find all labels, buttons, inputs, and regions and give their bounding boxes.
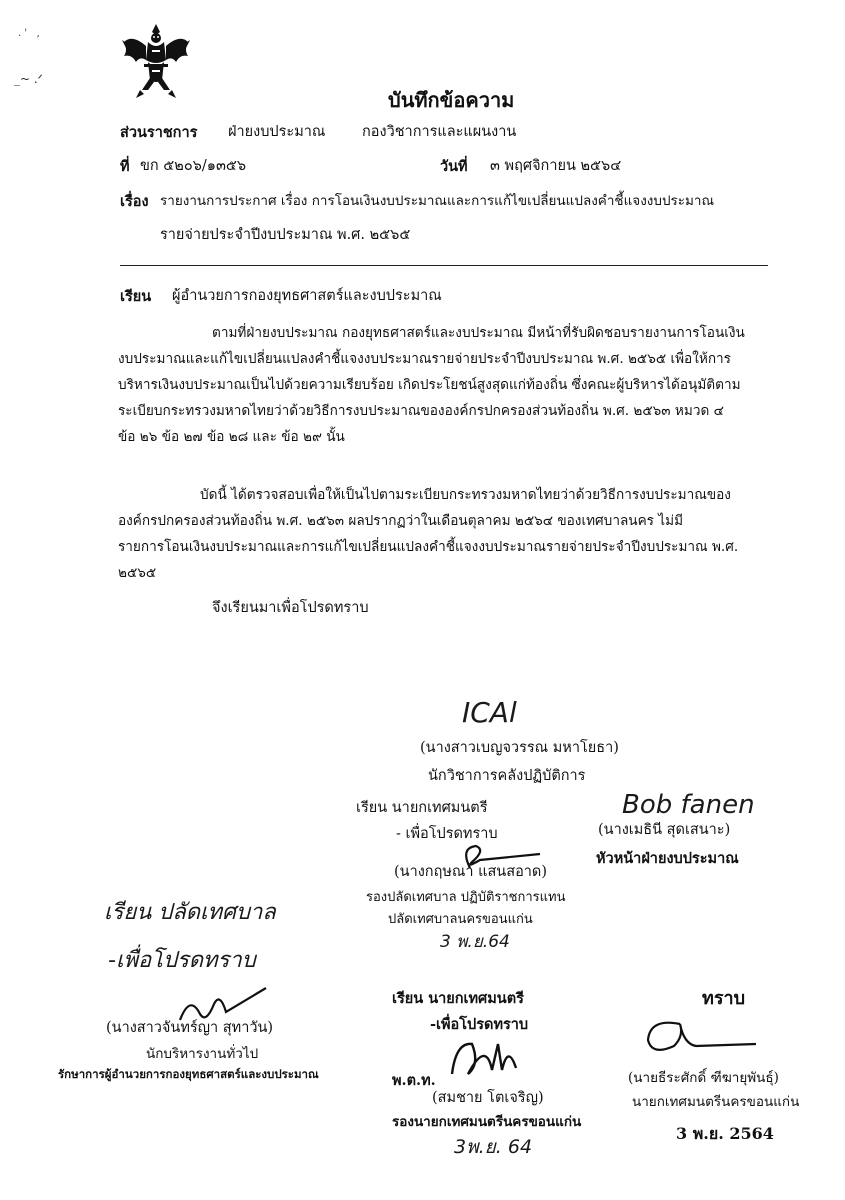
scan-speck-marks: . ' , bbox=[18, 28, 40, 39]
s6-position: นายกเทศมนตรีนครขอนแก่น bbox=[632, 1094, 800, 1110]
s4-name: (นางสาวจันทร์ญา สุทาวัน) bbox=[106, 1020, 274, 1036]
s1-position: นักวิชาการคลังปฏิบัติการ bbox=[428, 768, 586, 784]
s3-name: (นางเมธินี สุดเสนาะ) bbox=[598, 822, 731, 838]
para2-line: องค์กรปกครองส่วนท้องถิ่น พ.ศ. ๒๕๖๓ ผลปรากฏว่าในเดือนตุลาคม ๒๕๖๔ ของเทศบาลนคร ไม่มี bbox=[118, 513, 684, 529]
signature-5-scribble bbox=[446, 1034, 526, 1080]
para2-line: รายการโอนเงินงบประมาณและการแก้ไขเปลี่ยนแปลงคำชี้แจงงบประมาณรายจ่ายประจำปีงบประมาณ พ.ศ. bbox=[118, 539, 739, 555]
s2-to: เรียน นายกเทศมนตรี bbox=[356, 800, 488, 816]
signature-3: Bob fanen bbox=[622, 790, 755, 820]
date-label: วันที่ bbox=[440, 158, 468, 175]
s3-position: หัวหน้าฝ่ายงบประมาณ bbox=[596, 850, 739, 867]
to-value: ผู้อำนวยการกองยุทธศาสตร์และงบประมาณ bbox=[172, 288, 442, 304]
garuda-emblem-icon bbox=[118, 20, 194, 102]
s5-date: 3พ.ย. 64 bbox=[454, 1136, 533, 1158]
s2-position-1: รองปลัดเทศบาล ปฏิบัติราชการแทน bbox=[366, 890, 566, 905]
para1-line: ตามที่ฝ่ายงบประมาณ กองยุทธศาสตร์และงบประมาณ มีหน้าที่รับผิดชอบรายงานการโอนเงิน bbox=[212, 325, 745, 341]
closing-line: จึงเรียนมาเพื่อโปรดทราบ bbox=[212, 600, 369, 616]
para1-line: ระเบียบกระทรวงมหาดไทยว่าด้วยวิธีการงบประมาณขององค์กรปกครองส่วนท้องถิ่น พ.ศ. ๒๕๖๓ หมวด ๔ bbox=[118, 403, 724, 419]
para1-line: ข้อ ๒๖ ข้อ ๒๗ ข้อ ๒๘ และ ข้อ ๒๙ นั้น bbox=[118, 429, 345, 445]
agency-label: ส่วนราชการ bbox=[120, 124, 198, 141]
scan-speck-marks-2: _~ .ᐟ bbox=[14, 72, 43, 86]
s2-name: (นางกฤษณา แสนสอาด) bbox=[394, 864, 547, 880]
s6-ack: ทราบ bbox=[702, 988, 746, 1009]
s4-position-1: นักบริหารงานทั่วไป bbox=[146, 1046, 259, 1062]
s4-note: -เพื่อโปรดทราบ bbox=[108, 948, 256, 973]
subject-line-2: รายจ่ายประจำปีงบประมาณ พ.ศ. ๒๕๖๕ bbox=[160, 227, 411, 243]
agency-division: กองวิชาการและแผนงาน bbox=[362, 124, 517, 140]
subject-label: เรื่อง bbox=[120, 193, 149, 210]
para2-line: ๒๕๖๕ bbox=[118, 565, 157, 581]
body-paragraph-2 bbox=[118, 482, 770, 586]
subject-line-1: รายงานการประกาศ เรื่อง การโอนเงินงบประมาณและการแก้ไขเปลี่ยนแปลงคำชี้แจงงบประมาณ bbox=[160, 193, 715, 209]
s2-note: - เพื่อโปรดทราบ bbox=[396, 826, 498, 842]
para2-line: บัดนี้ ได้ตรวจสอบเพื่อให้เป็นไปตามระเบียบกระทรวงมหาดไทยว่าด้วยวิธีการงบประมาณของ bbox=[200, 487, 731, 503]
s2-date: 3 พ.ย.64 bbox=[440, 932, 510, 952]
s5-note: -เพื่อโปรดทราบ bbox=[430, 1016, 529, 1033]
agency-value: ฝ่ายงบประมาณ bbox=[228, 124, 326, 140]
to-label: เรียน bbox=[120, 288, 152, 305]
s4-position-2: รักษาการผู้อำนวยการกองยุทธศาสตร์และงบประมาณ bbox=[58, 1067, 319, 1081]
body-paragraph-1 bbox=[118, 320, 770, 450]
s6-name: (นายธีระศักดิ์ ฑีฆายุพันธุ์) bbox=[628, 1070, 779, 1086]
ref-value: ขก ๕๒๐๖/๑๓๕๖ bbox=[140, 158, 247, 174]
date-value: ๓ พฤศจิกายน ๒๕๖๔ bbox=[490, 158, 622, 174]
para1-line: งบประมาณและแก้ไขเปลี่ยนแปลงคำชี้แจงงบประมาณรายจ่ายประจำปีงบประมาณ พ.ศ. ๒๕๖๕ เพื่อให้การ bbox=[118, 351, 731, 367]
signature-6-scribble bbox=[640, 1010, 760, 1060]
s5-to: เรียน นายกเทศมนตรี bbox=[392, 990, 524, 1007]
s1-name: (นางสาวเบญจวรรณ มหาโยธา) bbox=[420, 740, 619, 756]
s2-position-2: ปลัดเทศบาลนครขอนแก่น bbox=[388, 912, 533, 927]
s4-to: เรียน ปลัดเทศบาล bbox=[104, 900, 276, 925]
s5-position: รองนายกเทศมนตรีนครขอนแก่น bbox=[392, 1114, 582, 1130]
signature-1: ICAl bbox=[462, 696, 517, 729]
s5-name: (สมชาย โตเจริญ) bbox=[432, 1090, 544, 1106]
memo-title: บันทึกข้อความ bbox=[388, 88, 515, 112]
ref-label: ที่ bbox=[120, 158, 130, 175]
header-divider bbox=[120, 265, 768, 266]
s6-date: 3 พ.ย. 2564 bbox=[676, 1124, 774, 1143]
para1-line: บริหารเงินงบประมาณเป็นไปด้วยความเรียบร้อย เกิดประโยชน์สูงสุดแก่ท้องถิ่น ซึ่งคณะผู้บริหารได้อนุมัติตาม bbox=[118, 377, 741, 393]
s5-prefix: พ.ต.ท. bbox=[392, 1072, 436, 1089]
